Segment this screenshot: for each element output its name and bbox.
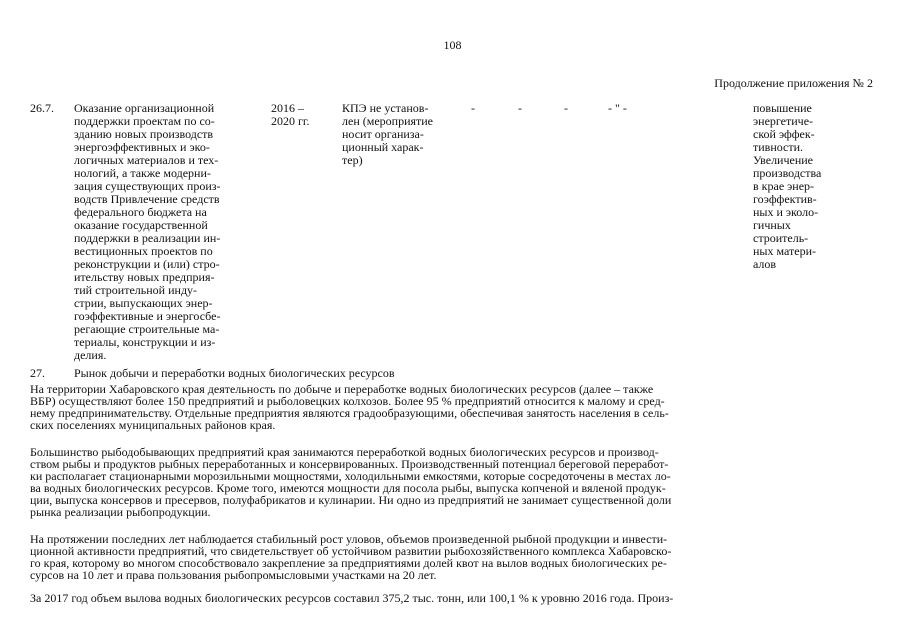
paragraph: На протяжении последних лет наблюдается стабильный рост уловов, объемов произведенной рыбной продукции и инвести- ционной активности предприятий, что свидетельствует об устойчивом развитии рыбохозяйственного комплекса Хабаровско- го края, которому во многом способствовало закрепление за предприятиями долей квот на вылов водных биологических ре- сурсов на 10 лет и права пользования рыбопромысловыми участками на 20 лет. bbox=[30, 532, 672, 582]
row-result: повышение энергетиче- ской эффек- тивности. Увеличение производства в крае энер- гоэффектив- ных и эколо- гичных строитель- ных матери- алов bbox=[753, 101, 822, 271]
appendix-continuation-label: Продолжение приложения № 2 bbox=[714, 76, 873, 90]
row-years: 2016 – 2020 гг. bbox=[271, 101, 310, 128]
section-title: Рынок добычи и переработки водных биологических ресурсов bbox=[74, 366, 395, 380]
row-value-2: - bbox=[518, 101, 522, 115]
row-value-1: - bbox=[471, 101, 475, 115]
paragraph: На территории Хабаровского края деятельность по добыче и переработке водных биологических ресурсов (далее – также ВБР) осуществляют более 150 предприятий и рыболовецких колхозов. Более 95 % предприятий относится к малому и сред- нему предпринимательству. Отдельные предприятия являются градообразующими, обеспечивая занятость населения в сель- ских поселениях муниципальных районов края. bbox=[30, 382, 669, 432]
row-number: 26.7. bbox=[30, 101, 54, 115]
row-indicator: КПЭ не установ- лен (мероприятие носит организа- ционный харак- тер) bbox=[342, 101, 434, 167]
page-number: 108 bbox=[443, 38, 462, 52]
row-value-3: - bbox=[564, 101, 568, 115]
row-value-4: - " - bbox=[608, 101, 627, 115]
paragraph: Большинство рыбодобывающих предприятий края занимаются переработкой водных биологических ресурсов и производ- ством рыбы и продуктов рыбных переработанных и консервированных. Производственный потенциал береговой переработ- ки располагает стационарными морозильными мощностями, холодильными емкостями, которые сосредоточены в местах ло- ва водных биологических ресурсов. Кроме того, имеются мощности для посола рыбы, выпуска копченой и вяленой продук- ции, выпуска консервов и пресервов, полуфабрикатов и кулинарии. Ни одно из предприятий не занимает существенной доли рынка реализации рыбопродукции. bbox=[30, 445, 672, 519]
paragraph: За 2017 год объем вылова водных биологических ресурсов составил 375,2 тыс. тонн, или 100,1 % к уровню 2016 года. Произ- bbox=[30, 591, 674, 605]
row-description: Оказание организационной поддержки проектам по со- зданию новых производств энергоэффективных и эко- логичных материалов и тех- нологий, а также модерни- зация существующих произ- водств Привлечение средств федерального бюджета на оказание государственной поддержки в реализации ин- вестиционных проектов по реконструкции и (или) стро- ительству новых предприя- тий строительной инду- стрии, выпускающих энер- гоэффективные и энергосбе- регающие строительные ма- териалы, конструкции и из- делия. bbox=[74, 101, 221, 362]
section-number: 27. bbox=[30, 366, 45, 380]
